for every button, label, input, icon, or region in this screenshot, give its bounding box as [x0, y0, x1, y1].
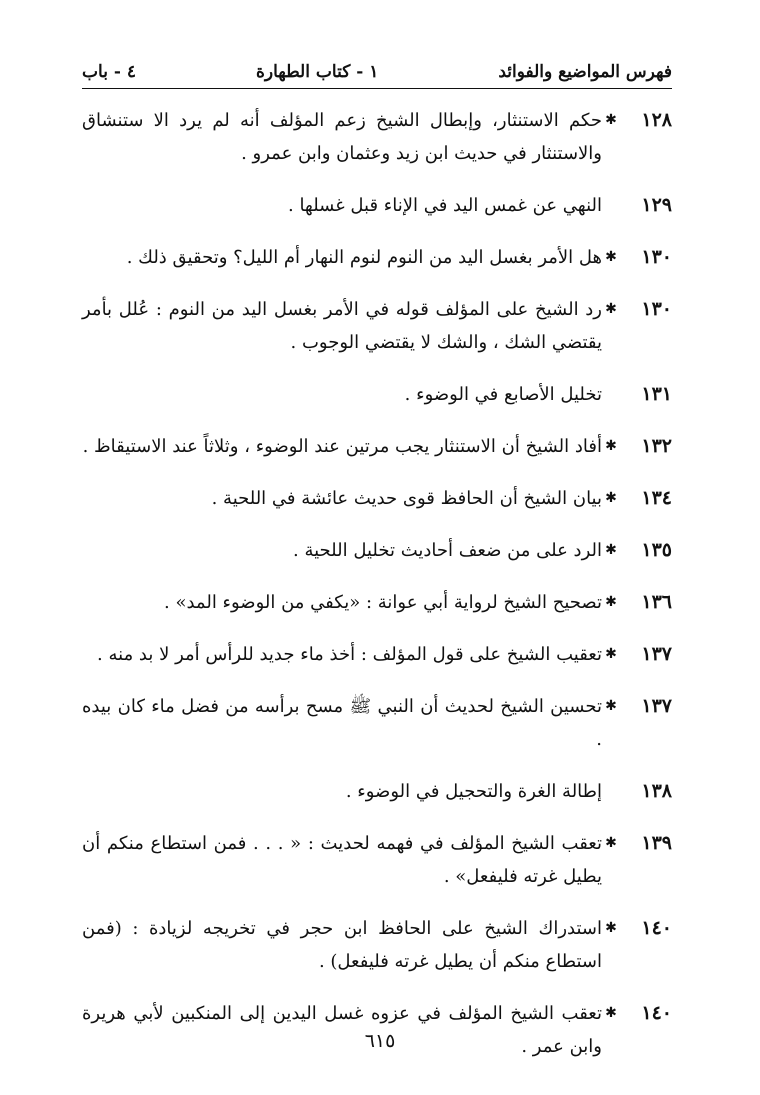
asterisk-icon: ✱	[605, 698, 617, 714]
entry-page-number: ١٣٠	[641, 246, 672, 268]
asterisk-icon: ✱	[605, 112, 617, 128]
asterisk-icon: ✱	[605, 646, 617, 662]
entry-page-number: ١٢٩	[641, 194, 672, 216]
asterisk-icon: ✱	[605, 249, 617, 265]
entry-text: إطالة الغرة والتحجيل في الوضوء .	[345, 781, 602, 802]
entry-text: تعقب الشيخ المؤلف في عزوه غسل اليدين إلى المنكبين لأبي هريرة وابن عمر .	[82, 1003, 602, 1057]
asterisk-icon: ✱	[605, 835, 617, 851]
entry-page-number: ١٣١	[641, 383, 672, 405]
index-entry	[82, 638, 672, 671]
asterisk-icon: ✱	[605, 438, 617, 454]
entry-page-number: ١٣٦	[641, 591, 672, 613]
entry-text: رد الشيخ على المؤلف قوله في الأمر بغسل اليد من النوم : عُلل بأمر يقتضي الشك ، والشك لا يقتضي الوجوب .	[82, 299, 603, 353]
asterisk-icon: ✱	[605, 1005, 617, 1021]
index-entry	[82, 189, 672, 222]
asterisk-icon: ✱	[605, 594, 617, 610]
index-entry	[82, 378, 672, 411]
entry-page-number: ١٣٥	[641, 539, 672, 561]
asterisk-icon: ✱	[605, 490, 617, 506]
entry-text: تعقيب الشيخ على قول المؤلف : أخذ ماء جديد للرأس أمر لا بد منه .	[97, 644, 602, 665]
index-entry	[82, 586, 672, 619]
page-number: ٦١٥	[364, 1030, 396, 1052]
entry-page-number: ١٣٧	[641, 643, 672, 665]
entry-page-number: ١٣٩	[641, 832, 672, 854]
index-entry	[82, 482, 672, 515]
entry-page-number: ١٣٤	[641, 487, 672, 509]
index-entry	[82, 104, 672, 170]
running-header	[82, 60, 672, 84]
entry-text: أفاد الشيخ أن الاستنثار يجب مرتين عند الوضوء ، وثلاثاً عند الاستيقاظ .	[82, 436, 602, 457]
entry-text: تحسين الشيخ لحديث أن النبي ﷺ مسح برأسه من فضل ماء كان بيده .	[82, 696, 602, 750]
entry-text: النهي عن غمس اليد في الإناء قبل غسلها .	[288, 195, 602, 216]
header-book-title: ١ - كتاب الطهارة	[255, 62, 379, 82]
asterisk-icon: ✱	[605, 301, 617, 317]
entry-text: تعقب الشيخ المؤلف في فهمه لحديث : « . . . فمن استطاع منكم أن يطيل غرته فليفعل» .	[82, 833, 602, 887]
entry-page-number: ١٣٠	[641, 298, 672, 320]
index-entry	[82, 912, 672, 978]
entry-page-number: ١٤٠	[641, 917, 672, 939]
entry-text: تخليل الأصابع في الوضوء .	[404, 384, 602, 405]
index-entry	[82, 241, 672, 274]
entry-text: هل الأمر بغسل اليد من النوم لنوم النهار أم الليل؟ وتحقيق ذلك .	[126, 247, 602, 268]
header-section-title: فهرس المواضيع والفوائد	[498, 62, 672, 82]
entry-page-number: ١٤٠	[641, 1002, 672, 1024]
entry-page-number: ١٢٨	[641, 109, 672, 131]
entry-text: بيان الشيخ أن الحافظ قوى حديث عائشة في اللحية .	[211, 488, 602, 509]
asterisk-icon: ✱	[605, 542, 617, 558]
entry-text: الرد على من ضعف أحاديث تخليل اللحية .	[293, 540, 602, 561]
index-entry	[82, 827, 672, 893]
index-entry-list	[82, 104, 672, 1082]
entry-page-number: ١٣٨	[641, 780, 672, 802]
entry-page-number: ١٣٢	[641, 435, 672, 457]
index-entry	[82, 775, 672, 808]
header-divider	[82, 88, 672, 89]
index-entry	[82, 690, 672, 756]
asterisk-icon: ✱	[605, 920, 617, 936]
header-chapter: ٤ - باب	[82, 62, 136, 82]
index-entry	[82, 534, 672, 567]
entry-page-number: ١٣٧	[641, 695, 672, 717]
index-entry	[82, 430, 672, 463]
index-entry	[82, 293, 672, 359]
entry-text: حكم الاستنثار، وإبطال الشيخ زعم المؤلف أنه لم يرد الا ستنشاق والاستنثار في حديث ابن زيد وعثمان وابن عمرو .	[82, 110, 602, 164]
entry-text: استدراك الشيخ على الحافظ ابن حجر في تخريجه لزيادة : (فمن استطاع منكم أن يطيل غرته فليفعل) .	[82, 918, 602, 972]
entry-text: تصحيح الشيخ لرواية أبي عوانة : «يكفي من الوضوء المد» .	[164, 592, 602, 613]
